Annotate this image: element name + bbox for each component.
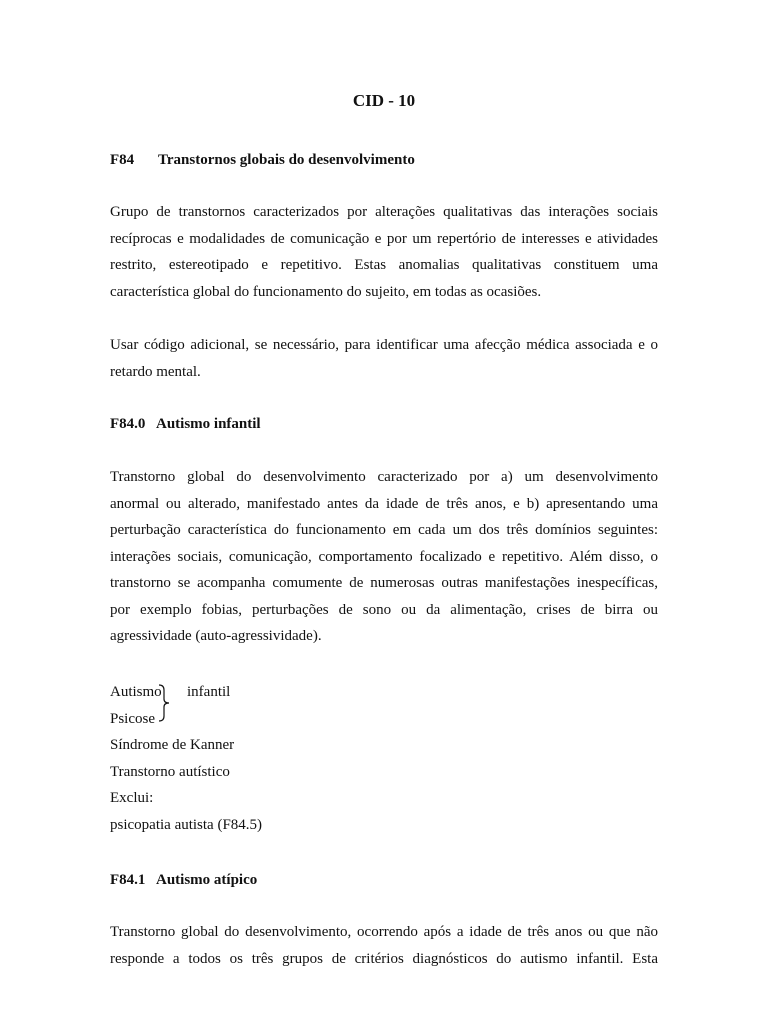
paragraph-f84-1-description (110, 919, 658, 972)
text-line: Transtorno global do desenvolvimento, ocorrendo após a idade de três anos ou que não (110, 924, 658, 940)
section-code: F84.0 (110, 416, 146, 432)
text-line: anormal ou alterado, manifestado antes da idade de três anos, e b) apresentando uma (110, 495, 658, 512)
paragraph-f84-0-description (110, 464, 658, 650)
section-heading-f84-1 (110, 870, 257, 890)
text-line: interações sociais, comunicação, comportamento focalizado e repetitivo. Além disso, o (110, 548, 658, 565)
exclui-label: Exclui: (110, 790, 154, 806)
paragraph-f84-description (110, 199, 658, 305)
synonym-autismo: Autismo (110, 684, 162, 700)
text-line: agressividade (auto-agressividade). (110, 628, 322, 644)
text-line: por exemplo fobias, perturbações de sono ou da alimentação, crises de birra ou (110, 601, 658, 618)
curly-brace-icon (157, 684, 171, 722)
text-line: restrito, estereotipado e repetitivo. Estas anomalias qualitativas constituem uma (110, 257, 658, 273)
synonym-autistico: Transtorno autístico (110, 764, 230, 780)
text-line: Grupo de transtornos caracterizados por alterações qualitativas das interações sociais (110, 204, 658, 220)
section-heading-f84 (110, 150, 415, 170)
text-line: retardo mental. (110, 363, 201, 380)
section-heading-f84-0 (110, 414, 261, 434)
section-title: Transtornos globais do desenvolvimento (158, 152, 415, 168)
section-code: F84.1 (110, 872, 146, 888)
section-code: F84 (110, 152, 135, 168)
text-line: Usar código adicional, se necessário, para identificar uma afecção médica associada e o (110, 337, 658, 353)
section-title: Autismo atípico (156, 872, 258, 888)
section-title: Autismo infantil (156, 416, 261, 432)
synonym-infantil: infantil (187, 684, 231, 700)
text-line: recíprocas e modalidades de comunicação e por um repertório de interesses e atividades (110, 230, 658, 247)
text-line: perturbação característica do funcionamento em cada um dos três domínios seguintes: (110, 522, 658, 538)
page-title: CID - 10 (352, 91, 416, 110)
text-line: característica global do funcionamento do sujeito, em todas as ocasiões. (110, 283, 542, 300)
paragraph-f84-additional-code (110, 332, 658, 385)
synonym-psicose: Psicose (110, 711, 155, 727)
exclui-item: psicopatia autista (F84.5) (110, 817, 263, 833)
synonym-kanner: Síndrome de Kanner (110, 737, 235, 753)
text-line: Transtorno global do desenvolvimento caracterizado por a) um desenvolvimento (110, 469, 658, 485)
text-line: transtorno se acompanha comumente de numerosas outras manifestações inespecíficas, (110, 575, 658, 591)
text-line: responde a todos os três grupos de critérios diagnósticos do autismo infantil. Esta (110, 950, 658, 967)
